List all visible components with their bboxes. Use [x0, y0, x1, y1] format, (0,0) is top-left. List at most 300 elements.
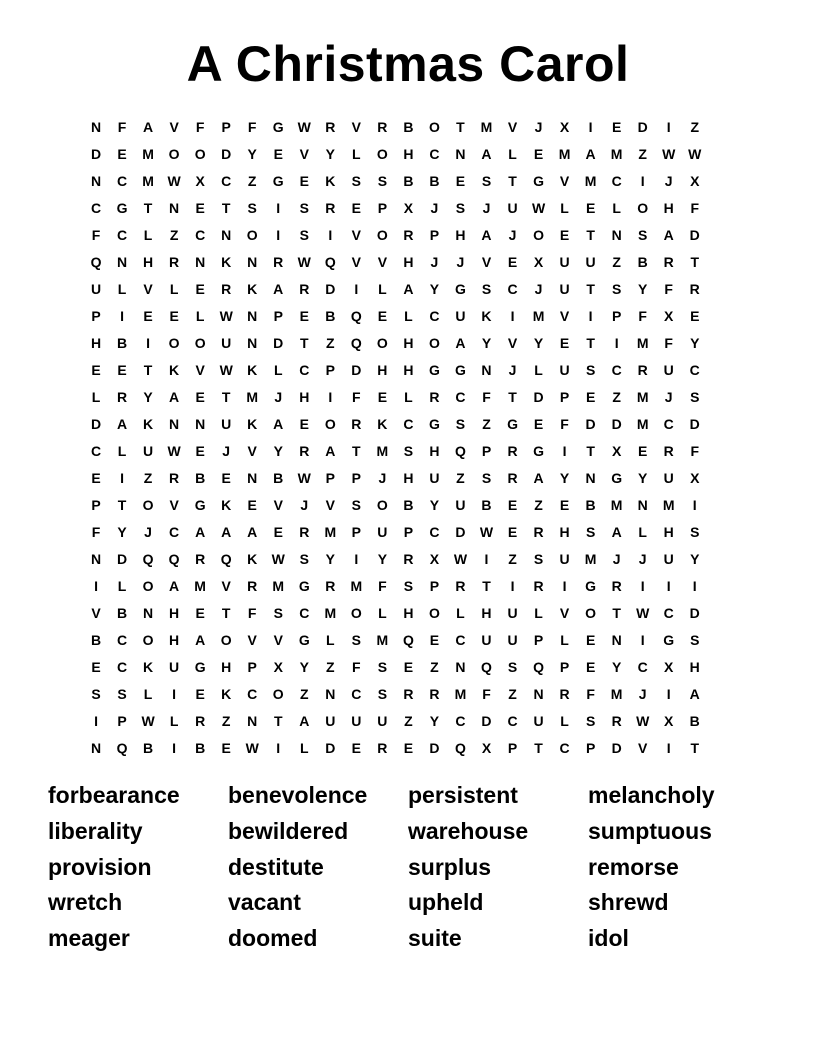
- grid-letter: C: [116, 631, 128, 648]
- grid-letter: S: [690, 388, 700, 405]
- grid-letter: C: [689, 361, 700, 378]
- grid-letter: S: [299, 199, 309, 216]
- grid-letter: R: [169, 253, 180, 270]
- grid-letter: S: [351, 631, 361, 648]
- grid-letter: [708, 140, 734, 167]
- grid-letter: F: [586, 685, 595, 702]
- grid-letter: S: [403, 442, 414, 459]
- grid-letter: Y: [611, 658, 622, 675]
- grid-letter: S: [377, 172, 388, 189]
- grid-letter: O: [428, 334, 440, 351]
- grid-letter: A: [299, 712, 310, 729]
- grid-letter: B: [429, 172, 440, 189]
- grid-letter: L: [273, 361, 283, 378]
- grid-letter: T: [508, 172, 517, 189]
- grid-letter: F: [352, 388, 361, 405]
- grid-letter: A: [169, 577, 180, 594]
- grid-letter: Y: [273, 442, 283, 459]
- grid-letter: R: [403, 226, 414, 243]
- grid-letter: H: [403, 469, 414, 486]
- grid-letter: I: [588, 118, 593, 135]
- grid-letter: [708, 707, 734, 734]
- grid-letter: P: [273, 307, 283, 324]
- grid-letter: N: [611, 631, 622, 648]
- grid-letter: I: [562, 577, 567, 594]
- grid-letter: U: [377, 712, 388, 729]
- grid-letter: I: [172, 685, 177, 702]
- grid-letter: B: [143, 739, 154, 756]
- grid-letter: [708, 626, 734, 653]
- grid-letter: G: [116, 199, 128, 216]
- grid-letter: O: [585, 604, 597, 621]
- grid-letter: [708, 545, 734, 572]
- grid-letter: O: [376, 145, 388, 162]
- grid-letter: K: [169, 361, 180, 378]
- grid-letter: Z: [482, 415, 491, 432]
- grid-letter: G: [194, 658, 206, 675]
- grid-letter: I: [94, 712, 98, 729]
- grid-letter: I: [562, 442, 567, 459]
- grid-letter: N: [247, 253, 258, 270]
- grid-letter: U: [455, 496, 466, 513]
- grid-letter: E: [117, 361, 127, 378]
- grid-letter: X: [611, 442, 622, 459]
- grid-letter: N: [325, 685, 336, 702]
- grid-letter: N: [90, 118, 102, 135]
- grid-letter: T: [456, 118, 465, 135]
- grid-letter: N: [637, 496, 648, 513]
- grid-letter: E: [507, 253, 518, 270]
- grid-letter: D: [533, 388, 544, 405]
- grid-letter: W: [636, 712, 650, 729]
- grid-letter: J: [638, 550, 647, 567]
- word-list: [48, 778, 788, 957]
- grid-letter: A: [116, 415, 128, 432]
- grid-letter: V: [325, 496, 335, 513]
- grid-letter: J: [378, 469, 387, 486]
- grid-letter: D: [429, 739, 440, 756]
- grid-letter: G: [663, 631, 675, 648]
- grid-letter: A: [273, 280, 284, 297]
- grid-letter: T: [586, 442, 595, 459]
- grid-letter: H: [481, 604, 492, 621]
- grid-letter: G: [272, 118, 284, 135]
- word-list-item: upheld: [408, 889, 484, 916]
- grid-letter: X: [690, 469, 700, 486]
- grid-letter: P: [429, 226, 440, 243]
- grid-letter: B: [325, 307, 336, 324]
- grid-letter: U: [169, 658, 180, 675]
- grid-letter: N: [116, 253, 128, 270]
- grid-letter: T: [273, 712, 283, 729]
- grid-letter: [708, 599, 734, 626]
- grid-letter: Q: [402, 631, 414, 648]
- word-list-item: doomed: [228, 925, 318, 952]
- grid-letter: L: [117, 442, 127, 459]
- grid-letter: N: [247, 712, 258, 729]
- grid-letter: O: [142, 577, 154, 594]
- grid-letter: X: [403, 199, 414, 216]
- grid-letter: R: [221, 280, 232, 297]
- grid-letter: C: [429, 523, 440, 540]
- grid-letter: L: [456, 604, 465, 621]
- grid-letter: D: [90, 145, 102, 162]
- grid-letter: [708, 653, 734, 680]
- grid-letter: J: [534, 118, 543, 135]
- grid-letter: C: [299, 361, 310, 378]
- grid-letter: M: [376, 442, 389, 459]
- grid-letter: X: [195, 172, 205, 189]
- grid-letter: L: [91, 388, 101, 405]
- grid-letter: R: [325, 577, 336, 594]
- grid-letter: C: [116, 172, 128, 189]
- grid-letter: [708, 329, 734, 356]
- grid-letter: E: [585, 631, 596, 648]
- grid-letter: I: [692, 577, 697, 594]
- grid-letter: Z: [456, 469, 465, 486]
- grid-letter: G: [272, 172, 284, 189]
- grid-letter: U: [221, 334, 232, 351]
- grid-letter: P: [221, 118, 231, 135]
- grid-letter: A: [481, 226, 492, 243]
- grid-letter: A: [611, 523, 622, 540]
- grid-letter: I: [120, 307, 124, 324]
- grid-letter: L: [508, 145, 517, 162]
- grid-letter: W: [453, 550, 468, 567]
- grid-letter: J: [508, 361, 517, 378]
- grid-letter: P: [429, 577, 440, 594]
- grid-letter: V: [143, 280, 153, 297]
- grid-letter: P: [247, 658, 257, 675]
- grid-letter: W: [141, 712, 155, 729]
- grid-letter: M: [610, 685, 623, 702]
- word-list-item: destitute: [228, 853, 324, 880]
- grid-letter: Z: [534, 496, 543, 513]
- grid-letter: T: [482, 577, 491, 594]
- grid-letter: T: [586, 280, 595, 297]
- grid-letter: L: [143, 685, 153, 702]
- grid-letter: P: [91, 496, 101, 513]
- grid-letter: T: [690, 739, 700, 756]
- grid-letter: J: [222, 442, 231, 459]
- grid-letter: M: [324, 523, 337, 540]
- grid-letter: U: [221, 415, 232, 432]
- grid-letter: E: [195, 685, 205, 702]
- grid-letter: Z: [612, 388, 621, 405]
- grid-letter: V: [195, 361, 205, 378]
- grid-letter: B: [195, 739, 206, 756]
- grid-letter: M: [558, 145, 571, 162]
- grid-letter: I: [276, 199, 281, 216]
- grid-letter: H: [663, 523, 674, 540]
- grid-letter: Y: [143, 388, 153, 405]
- word-list-item: surplus: [408, 853, 492, 880]
- grid-letter: X: [429, 550, 440, 567]
- grid-letter: I: [354, 550, 359, 567]
- grid-letter: R: [507, 442, 518, 459]
- grid-letter: E: [195, 604, 205, 621]
- grid-letter: T: [299, 334, 309, 351]
- grid-letter: I: [120, 469, 124, 486]
- grid-letter: S: [585, 523, 596, 540]
- grid-letter: O: [142, 631, 154, 648]
- grid-letter: Q: [324, 253, 336, 270]
- grid-letter: Y: [559, 469, 570, 486]
- grid-letter: P: [117, 712, 127, 729]
- grid-letter: Z: [221, 712, 231, 729]
- grid-letter: Z: [326, 658, 335, 675]
- grid-letter: D: [351, 361, 362, 378]
- grid-letter: G: [533, 442, 544, 459]
- grid-letter: D: [585, 415, 596, 432]
- grid-letter: L: [404, 388, 413, 405]
- grid-letter: A: [455, 334, 466, 351]
- grid-letter: A: [143, 118, 154, 135]
- grid-letter: L: [560, 712, 569, 729]
- grid-letter: F: [690, 442, 700, 459]
- grid-letter: E: [559, 496, 570, 513]
- grid-letter: M: [532, 307, 545, 324]
- grid-letter: M: [480, 118, 493, 135]
- grid-letter: N: [611, 226, 622, 243]
- grid-letter: U: [455, 307, 466, 324]
- grid-letter: X: [664, 307, 674, 324]
- grid-letter: A: [195, 631, 206, 648]
- grid-letter: S: [273, 604, 283, 621]
- grid-letter: D: [221, 145, 232, 162]
- grid-letter: G: [455, 280, 466, 297]
- grid-letter: F: [247, 118, 257, 135]
- grid-letter: N: [143, 604, 154, 621]
- grid-letter: X: [559, 118, 570, 135]
- word-list-item: idol: [588, 925, 629, 952]
- grid-letter: [708, 113, 734, 140]
- word-list-item: forbearance: [48, 782, 180, 808]
- grid-letter: S: [690, 631, 700, 648]
- grid-letter: C: [116, 658, 128, 675]
- grid-letter: C: [455, 631, 466, 648]
- grid-letter: V: [559, 604, 570, 621]
- grid-letter: M: [246, 388, 259, 405]
- grid-letter: I: [640, 631, 645, 648]
- grid-letter: W: [662, 145, 676, 162]
- grid-letter: D: [90, 415, 102, 432]
- grid-letter: J: [638, 685, 647, 702]
- grid-letter: A: [195, 523, 206, 540]
- grid-letter: U: [585, 253, 596, 270]
- grid-letter: O: [168, 334, 180, 351]
- grid-letter: L: [534, 361, 543, 378]
- grid-letter: C: [195, 226, 206, 243]
- grid-letter: I: [510, 307, 515, 324]
- grid-letter: E: [533, 415, 544, 432]
- grid-letter: M: [272, 577, 285, 594]
- grid-letter: D: [481, 712, 492, 729]
- grid-letter: R: [559, 685, 570, 702]
- grid-letter: V: [559, 307, 570, 324]
- grid-letter: A: [689, 685, 700, 702]
- grid-letter: W: [219, 307, 233, 324]
- grid-letter: F: [378, 577, 387, 594]
- grid-letter: J: [274, 388, 283, 405]
- grid-letter: P: [351, 523, 361, 540]
- grid-letter: F: [117, 118, 127, 135]
- grid-letter: Z: [247, 172, 257, 189]
- grid-letter: R: [455, 577, 466, 594]
- grid-letter: P: [91, 307, 101, 324]
- word-list-item: persistent: [408, 782, 518, 808]
- grid-letter: [708, 383, 734, 410]
- grid-letter: G: [298, 577, 310, 594]
- grid-letter: H: [403, 253, 414, 270]
- grid-letter: A: [481, 145, 492, 162]
- grid-letter: M: [636, 415, 649, 432]
- grid-letter: P: [507, 739, 518, 756]
- grid-letter: J: [482, 199, 491, 216]
- grid-letter: U: [559, 280, 570, 297]
- grid-letter: B: [90, 631, 102, 648]
- grid-letter: R: [116, 388, 128, 405]
- grid-letter: L: [404, 307, 413, 324]
- grid-letter: [708, 437, 734, 464]
- grid-letter: U: [507, 604, 518, 621]
- grid-letter: S: [455, 415, 466, 432]
- grid-letter: T: [221, 388, 231, 405]
- grid-letter: J: [300, 496, 309, 513]
- grid-letter: A: [273, 415, 284, 432]
- grid-letter: F: [91, 226, 101, 243]
- grid-letter: S: [117, 685, 127, 702]
- grid-letter: F: [690, 199, 700, 216]
- grid-letter: E: [195, 280, 205, 297]
- grid-letter: V: [638, 739, 648, 756]
- grid-letter: B: [481, 496, 492, 513]
- grid-letter: M: [610, 145, 623, 162]
- grid-letter: D: [611, 415, 622, 432]
- grid-letter: V: [507, 118, 518, 135]
- grid-letter: T: [221, 199, 231, 216]
- grid-letter: S: [351, 496, 361, 513]
- grid-letter: Z: [612, 253, 621, 270]
- grid-letter: C: [90, 199, 102, 216]
- grid-letter: Z: [299, 685, 309, 702]
- grid-letter: A: [663, 226, 674, 243]
- grid-letter: U: [377, 523, 388, 540]
- grid-letter: G: [194, 496, 206, 513]
- grid-letter: B: [403, 496, 414, 513]
- grid-letter: Y: [117, 523, 127, 540]
- grid-letter: C: [637, 658, 648, 675]
- grid-letter: R: [689, 280, 700, 297]
- grid-letter: M: [376, 631, 389, 648]
- grid-letter: H: [403, 145, 414, 162]
- grid-letter: K: [143, 658, 154, 675]
- grid-letter: E: [273, 145, 283, 162]
- grid-letter: Q: [455, 442, 466, 459]
- grid-letter: A: [533, 469, 544, 486]
- grid-letter: R: [663, 442, 674, 459]
- grid-letter: I: [146, 334, 151, 351]
- word-list-item: wretch: [48, 889, 123, 916]
- grid-letter: P: [351, 469, 361, 486]
- grid-letter: X: [664, 712, 674, 729]
- grid-letter: R: [637, 361, 648, 378]
- grid-letter: R: [299, 280, 310, 297]
- grid-letter: J: [144, 523, 152, 540]
- grid-letter: Z: [508, 685, 517, 702]
- grid-letter: F: [91, 523, 101, 540]
- grid-letter: E: [377, 388, 388, 405]
- grid-letter: F: [664, 334, 673, 351]
- grid-letter: E: [585, 199, 596, 216]
- grid-letter: F: [664, 280, 673, 297]
- grid-letter: V: [273, 496, 283, 513]
- grid-letter: I: [510, 577, 515, 594]
- grid-letter: T: [352, 442, 361, 459]
- grid-letter: Q: [142, 550, 154, 567]
- grid-letter: C: [559, 739, 570, 756]
- grid-letter: K: [247, 550, 258, 567]
- grid-letter: H: [169, 604, 180, 621]
- grid-letter: E: [91, 469, 101, 486]
- grid-letter: B: [689, 712, 700, 729]
- grid-letter: O: [272, 685, 284, 702]
- grid-letter: I: [328, 226, 333, 243]
- grid-letter: K: [377, 415, 388, 432]
- grid-letter: N: [247, 334, 258, 351]
- grid-letter: E: [429, 631, 440, 648]
- grid-letter: N: [455, 145, 466, 162]
- grid-letter: X: [481, 739, 492, 756]
- grid-letter: D: [611, 739, 622, 756]
- grid-letter: K: [247, 280, 258, 297]
- grid-letter: L: [352, 145, 361, 162]
- grid-letter: C: [611, 361, 622, 378]
- grid-letter: W: [531, 199, 546, 216]
- grid-letter: R: [403, 550, 414, 567]
- grid-letter: E: [299, 307, 309, 324]
- grid-letter: S: [299, 226, 309, 243]
- grid-letter: S: [481, 172, 492, 189]
- grid-letter: I: [640, 577, 645, 594]
- grid-letter: U: [663, 550, 674, 567]
- grid-letter: [708, 167, 734, 194]
- grid-letter: S: [690, 523, 700, 540]
- grid-letter: M: [142, 172, 154, 189]
- grid-letter: [708, 572, 734, 599]
- grid-letter: N: [169, 415, 180, 432]
- grid-letter: R: [663, 253, 674, 270]
- grid-letter: S: [377, 658, 388, 675]
- grid-letter: L: [560, 199, 569, 216]
- grid-letter: O: [194, 334, 206, 351]
- grid-letter: Z: [638, 145, 647, 162]
- grid-letter: J: [456, 253, 465, 270]
- grid-letter: A: [585, 145, 596, 162]
- grid-letter: P: [585, 739, 596, 756]
- grid-letter: S: [507, 658, 518, 675]
- grid-letter: U: [559, 550, 570, 567]
- grid-letter: F: [482, 685, 491, 702]
- grid-letter: V: [559, 172, 570, 189]
- grid-letter: [708, 302, 734, 329]
- grid-letter: O: [168, 145, 180, 162]
- grid-letter: F: [247, 604, 257, 621]
- grid-letter: C: [455, 388, 466, 405]
- grid-letter: H: [221, 658, 232, 675]
- grid-letter: I: [354, 280, 359, 297]
- grid-letter: L: [560, 631, 569, 648]
